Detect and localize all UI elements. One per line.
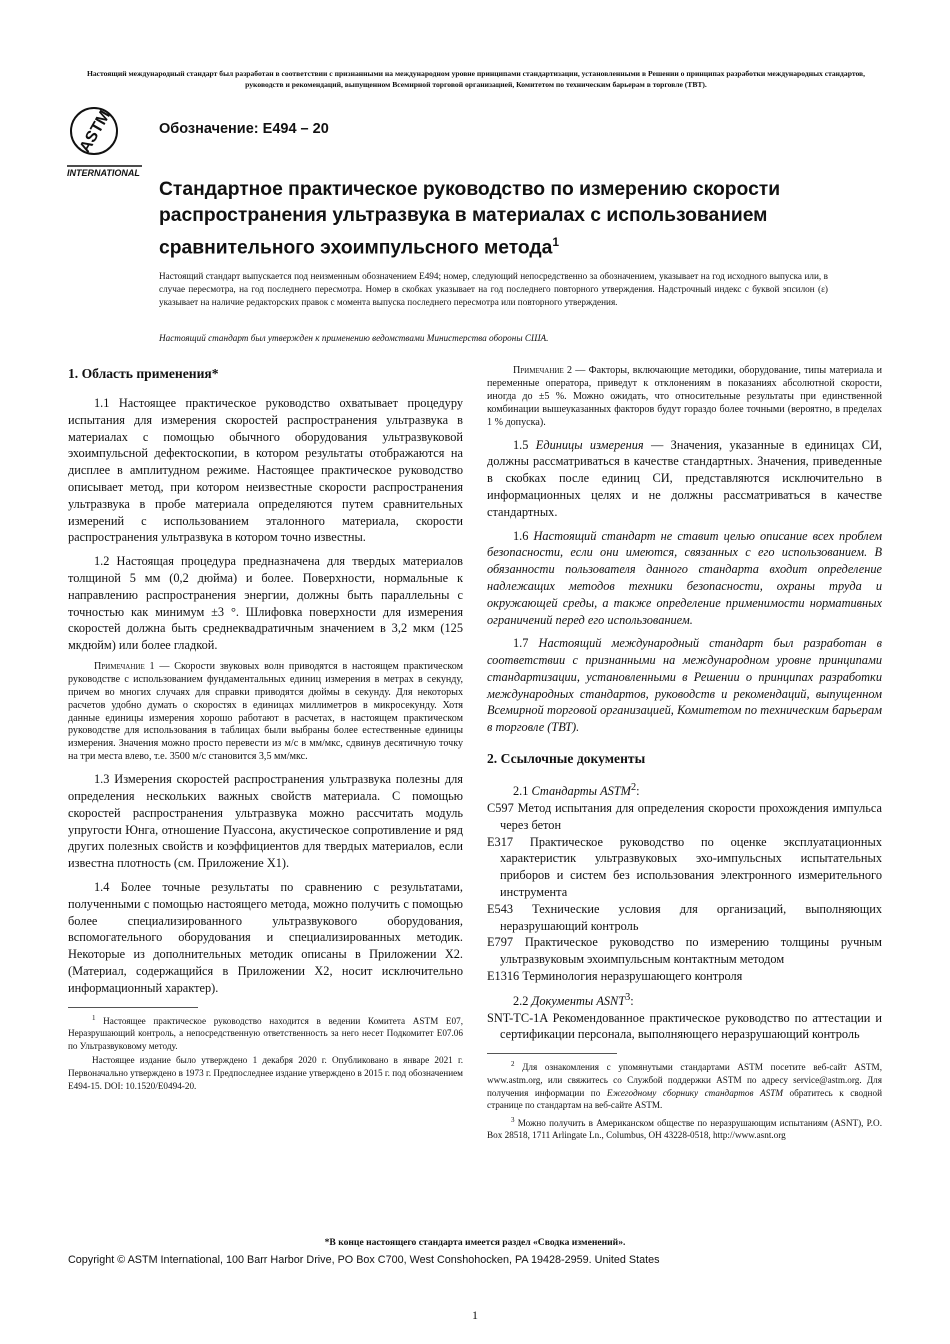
top-note: Настоящий международный стандарт был разработан в соответствии с признанными на международном уровне принципами стандартизации, установленными в Решении о принципах разработки международных стандартов, руководств и рекомендаций, выпущенном Всемирной торговой организацией, Комитетом по техническим барьерам в торговле (ТВТ).	[86, 69, 866, 89]
s2-2-colon: :	[630, 993, 634, 1008]
para-1-4: 1.4 Более точные результаты по сравнению с результатами, полученными с помощью настоящего метода, можно получить с помощью более специализированного ультразвукового оборудования, вспомогательного оборудования и специализированных методик. Некоторые из дополнительных методик описаны в Приложении X2. (Материал, содержащийся в Приложении X2, носит исключительно информационный характер).	[68, 879, 463, 995]
s2-1-number: 2.1	[513, 784, 532, 799]
section-2-heading: 2. Ссылочные документы	[487, 751, 646, 767]
para-1-6	[487, 528, 882, 629]
section-1-heading: 1. Область применения*	[68, 366, 219, 381]
para-1-7-text: Настоящий международный стандарт был разработан в соответствии с признанными на международном уровне принципами стандартизации, установленными в Решении о принципах разработки международных стандартов, руководств и рекомендаций, выпущенном Всемирной торговой организацией, Комитетом по техническим барьерам в торговле (ТВТ).	[487, 636, 883, 735]
approval-note: Настоящий стандарт был утвержден к применению ведомствами Министерства обороны США.	[159, 333, 549, 343]
astm-standards-label	[513, 780, 882, 800]
s2-1-colon: :	[636, 784, 640, 799]
footnote-2-book-title: Ежегодному сборнику стандартов ASTM	[606, 1087, 783, 1098]
s2-1-caption: Стандарты ASTM	[531, 784, 631, 799]
para-1-5	[487, 437, 882, 521]
summary-of-changes-note: *В конце настоящего стандарта имеется раздел «Сводка изменений».	[324, 1237, 626, 1248]
s2-2-number: 2.2	[513, 993, 532, 1008]
s2-1-footnote-ref: 2	[630, 782, 637, 794]
designation: Обозначение: E494 – 20	[159, 121, 329, 137]
ref-item: E1316 Терминология неразрушающего контроля	[487, 968, 743, 983]
footnote-2-number: 2	[511, 1060, 515, 1069]
para-1-1: 1.1 Настоящее практическое руководство охватывает процедуру испытания для измерения скоростей распространения ультразвука в материалах с помощью обычного оборудования ультразвуковой эхоимпульсной дефектоскопии, в котором результаты отображаются на дисплее в амплитудном режиме. Настоящее практическое руководство описывает метод, при котором неизвестные скорости распространения ультразвука в пробе материала определяются путем сравнительных измерений с использованием эталонного материала, скорости распространения ультразвука в котором точно известны.	[68, 396, 463, 545]
asnt-documents-block	[487, 990, 882, 1044]
para-1-3: 1.3 Измерения скоростей распространения ультразвука полезны для определения нескольких важных свойств материала. С помощью скоростей распространения ультразвука можно рассчитать модуль упругости Юнга, отношение Пуассона, акустическое сопротивление и ряд других полезных свойств и коэффициентов для твердых материалов, если известна плотность (см. Приложение X1).	[68, 772, 463, 871]
logo-main-text: ASTM	[76, 107, 114, 156]
footnote-2-text-a: Для ознакомления с упомянутыми стандартами ASTM посетите веб-сайт ASTM, www.astm.org, или свяжитесь со Службой поддержки ASTM по адресу service@astm.org. Для получения информации по	[487, 1062, 882, 1098]
para-1-5-number: 1.5	[513, 437, 536, 452]
ref-item: SNT-TC-1A Рекомендованное практическое руководство по аттестации и сертификации персонала, выполняющего неразрушающий контроль	[487, 1010, 882, 1042]
preamble: Настоящий стандарт выпускается под неизменным обозначением E494; номер, следующий непосредственно за обозначением, указывает на год исходного выпуска или, в случае пересмотра, на год последнего пересмотра. Номер в скобках указывает на год последнего повторного утверждения. Надстрочный индекс с буквой эпсилон (ε) указывает на наличие редакторских правок с момента выпуска последнего пересмотра или повторного утверждения.	[159, 271, 828, 308]
note-2-text: — Факторы, включающие методики, оборудование, типы материала и переменные оператора, приведут к отклонениям в показаниях абсолютной скорости, иногда до ±5 %. Можно ожидать, что относительные результаты при единственной комбинации вышеуказанных факторов будут гораздо более точными (вероятно, в пределах 1 % допуска).	[487, 365, 882, 428]
document-title	[159, 177, 879, 261]
note-1-text: — Скорости звуковых волн приводятся в настоящем практическом руководстве с использованием фундаментальных единиц измерения в метрах в секунду, причем во многих случаях для справки приводятся дюймы в секунду. Для некоторых расчетов удобно думать о скоростях в единицах миллиметров в микросекунду. Хотя данные единицы измерения хорошо работают в расчетах, в настоящем практическом руководстве для использования в таблицах были выбраны более естественные единицы измерения. Значения можно просто перевести из м/с в мм/мкс, сдвинув десятичную точку на три места влево, т.е. 3500 м/с становится 3,5 мм/мкс.	[68, 660, 463, 763]
footnote-3-text: Можно получить в Американском обществе по неразрушающим испытаниям (ASNT), P.O. Box 28518, 1711 Arlingate Ln., Columbus, OH 43228-0518, http://www.asnt.org	[487, 1117, 882, 1141]
footnote-divider-left	[68, 1007, 198, 1008]
para-1-5-caption: Единицы измерения	[535, 437, 644, 452]
page-number: 1	[472, 1308, 478, 1322]
left-column	[68, 365, 463, 1094]
footnote-2	[487, 1058, 882, 1111]
note-2	[487, 365, 882, 430]
footnote-3	[487, 1114, 882, 1142]
para-1-7	[487, 635, 882, 736]
note-1-label: Примечание 1	[94, 660, 155, 672]
footnote-1-text: Настоящее практическое руководство находится в ведении Комитета ASTM E07, Неразрушающий контроль, а непосредственную ответственность за него несет Подкомитет E07.06 по Ультразвуковому методу.	[68, 1015, 463, 1051]
title-footnote-ref: 1	[552, 235, 560, 249]
footnote-1	[68, 1012, 463, 1053]
footnote-2-text-b: обратитесь к сводной странице по стандартам на веб-сайте ASTM.	[487, 1087, 882, 1111]
ref-item: C597 Метод испытания для определения скорости прохождения импульса через бетон	[487, 800, 882, 832]
footnote-1-number: 1	[92, 1013, 96, 1022]
para-1-6-text: Настоящий стандарт не ставит целью описание всех проблем безопасности, если они имеются, связанных с его использованием. В обязанности пользователя данного стандарта входит определение надлежащих методов техники безопасности, охраны труда и окружающей среды, а также определение применимости нормативных ограничений перед его использованием.	[487, 528, 883, 627]
copyright: Copyright © ASTM International, 100 Barr Harbor Drive, PO Box C700, West Conshohocken, PA 19428-2959. United States	[68, 1254, 660, 1266]
s2-2-caption: Документы ASNT	[531, 993, 626, 1008]
note-2-label: Примечание 2	[513, 365, 573, 376]
asnt-documents-label	[513, 990, 882, 1010]
right-column	[487, 365, 882, 1144]
astm-standards-block	[487, 780, 882, 985]
logo-sub-text: INTERNATIONAL	[67, 168, 140, 178]
para-1-7-number: 1.7	[513, 636, 539, 651]
footnote-3-number: 3	[511, 1115, 515, 1124]
astm-logo	[64, 106, 154, 178]
footnote-1-edition: Настоящее издание было утверждено 1 декабря 2020 г. Опубликовано в январе 2021 г. Первоначально утверждено в 1973 г. Предпоследнее издание утверждено в 2015 г. под обозначением E494-15. DOI: 10.1520/E0494-20.	[68, 1055, 463, 1091]
ref-item: E317 Практическое руководство по оценке эксплуатационных характеристик ультразвуковых эхо-импульсных испытательных приборов и систем без использования электронного измерительного инструмента	[487, 834, 882, 899]
astm-logo-graphic	[64, 106, 154, 178]
para-1-5-text: — Значения, указанные в единицах СИ, должны рассматриваться в качестве стандартных. Значения, приведенные в скобках после единиц СИ, представляются исключительно в информационных целях и не должны рассматриваться в качестве стандартных.	[487, 437, 883, 519]
ref-item: E543 Технические условия для организаций, выполняющих неразрушающий контроль	[487, 901, 882, 933]
footnote-divider-right	[487, 1053, 617, 1054]
s2-2-footnote-ref: 3	[625, 991, 631, 1003]
para-1-2: 1.2 Настоящая процедура предназначена для твердых материалов толщиной 5 мм (0,2 дюйма) и более. Поверхности, нормальные к направлению распространения энергии, должны быть параллельны с точностью как минимум ±3 °. Шлифовка поверхности для измерения скоростей должна быть среднеквадратичным значением в 3,2 мкм (125 мкдюйм) или более гладкой.	[68, 554, 463, 653]
note-1	[68, 661, 463, 764]
para-1-6-number: 1.6	[513, 528, 534, 543]
ref-item: E797 Практическое руководство по измерению толщины ручным ультразвуковым эхоимпульсным контактным методом	[487, 935, 882, 967]
title-text: Стандартное практическое руководство по измерению скорости распространения ультразвука в материалах с использованием сравнительного эхоимпульсного метода	[159, 179, 781, 259]
